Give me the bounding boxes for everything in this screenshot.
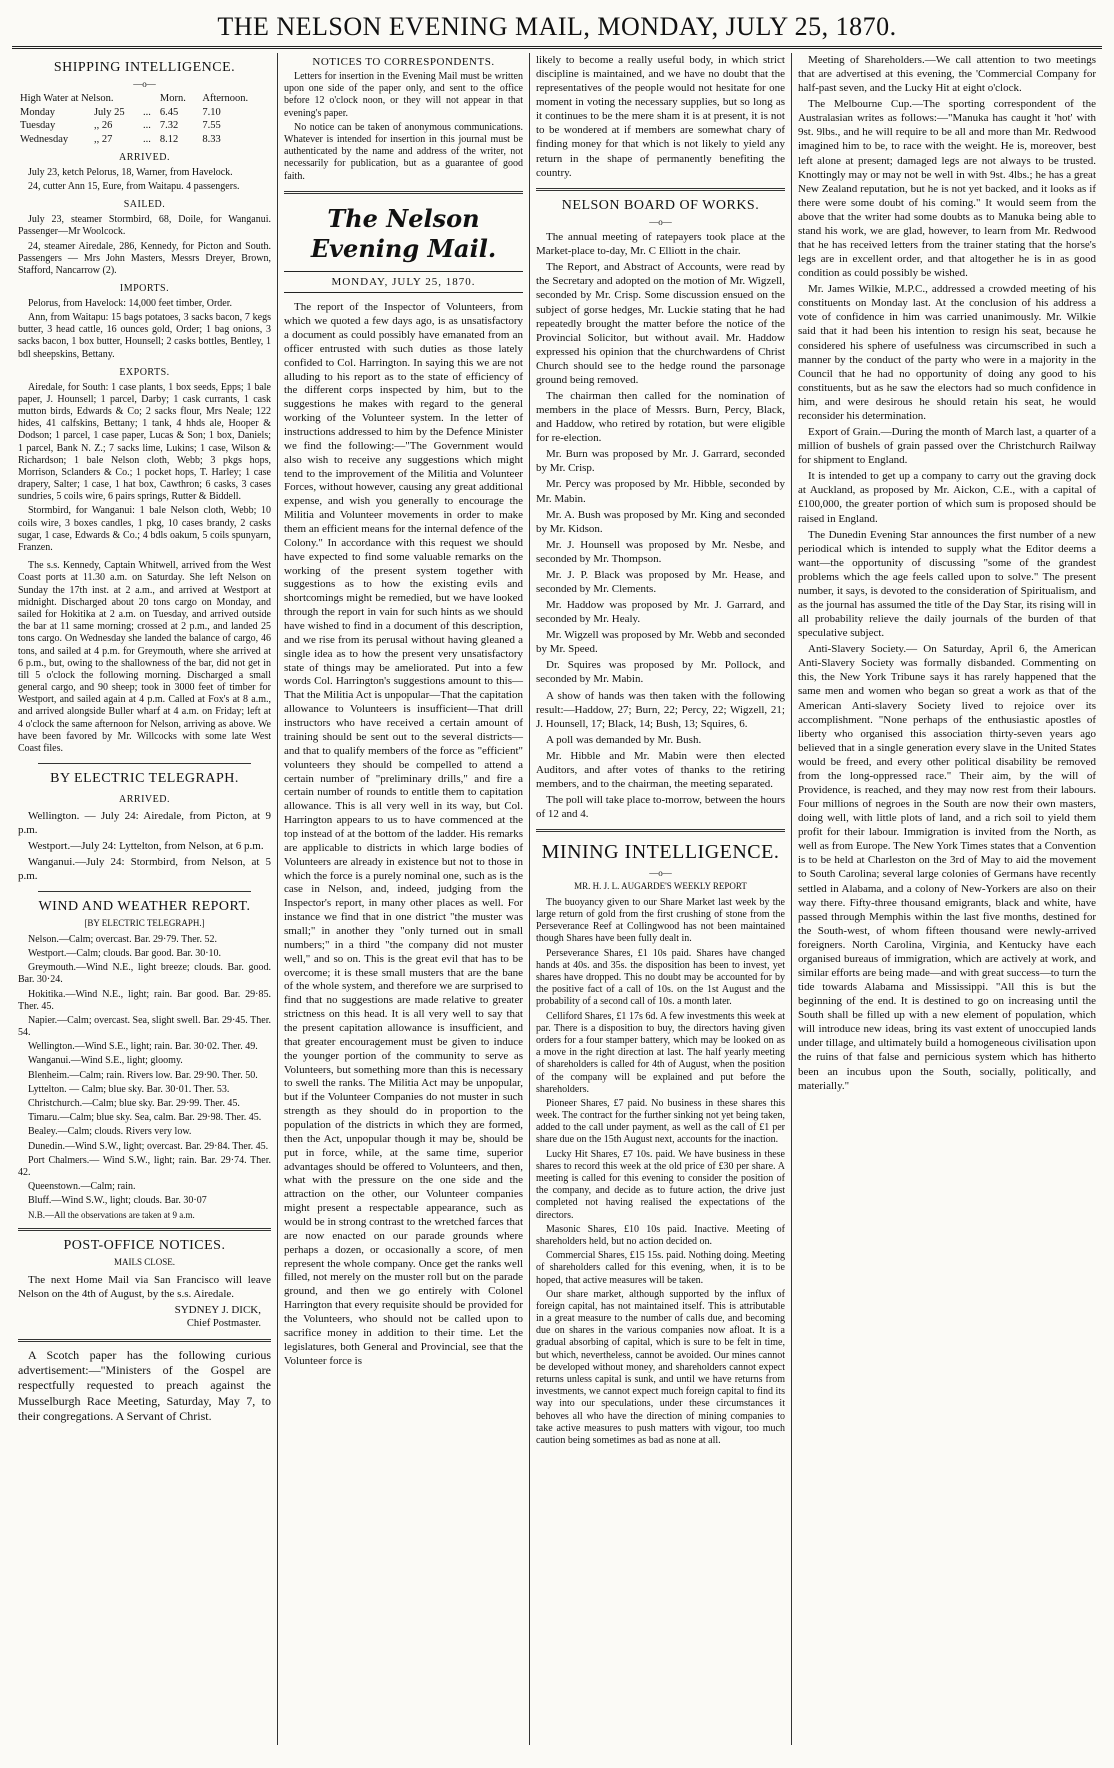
post-sub: MAILS CLOSE. bbox=[113, 1257, 175, 1268]
divider bbox=[38, 891, 251, 892]
mining-sub: MR. H. J. L. AUGARDE'S WEEKLY REPORT bbox=[574, 881, 747, 892]
post-title: POST-OFFICE NOTICES. bbox=[63, 1238, 226, 1254]
post-signature-title: Chief Postmaster. bbox=[186, 1318, 261, 1330]
board-item: Mr. Hibble and Mr. Mabin were then elected Auditors, and after votes of thanks to the retiring members, and to the chairman, the meeting separated. bbox=[536, 749, 785, 791]
dash: —o— bbox=[133, 78, 156, 89]
board-item: Mr. A. Bush was proposed by Mr. King and seconded by Mr. Kidson. bbox=[536, 508, 785, 535]
news-paragraph: Anti-Slavery Society.— On Saturday, April 6, the American Anti-Slavery Society was formally disbanded. Commenting on this, the New York Tribune says it has rarely happened that the same men and women who began so great a work as that of the American Anti-slavery Society lived to rejoice over its accomplishment. "None perhaps of the enthusiastic apostles of liberty who organised this association thirty-seven years ago believed that in a single generation every slave in the United States would be freed, and every other political disability be removed from the long-oppressed race." Their aim, by the will of Providence, is reached, and they may now rest from their labours. Four millions of negroes in the South are now their own masters, doing well, with little plots of land, and a rich soil to yield them profit for their labour. Immigration is invited from the North, as well as from Europe. The New York Times states that a Convention is to be held at Charleston on the 3rd of May to aid the movement to South Carolina; several large colonies of Germans have recently settled in Alabama, and a colony of New-Yorkers are also on their way there. Fifty-three thousand emigrants, black and white, have passed through Memphis within the last five months, destined for the South-west, of whom fifteen thousand were newly-arrived foreigners. North Carolina, Virginia, and Kentucky have each organised bureaus of immigration, which are actively at work, and similar efforts are being made—and with great success—to turn the tide towards Alabama and Mississippi. "All this is but the beginning of the end. It is destined to go on increasing until the South shall be filled up with a new element of population, which will introduce new ideas, bring its vast extent of unoccupied lands under tillage, and ultimately build a homogeneous civilisation upon the ruins of that false and pernicious system which has hitherto been an incubus upon the South, socially, politically, and materially." bbox=[798, 643, 1096, 1092]
telegraph-arrived: ARRIVED. bbox=[119, 794, 170, 806]
tide-row bbox=[18, 119, 271, 132]
board-item: Mr. Percy was proposed by Mr. Hibble, seconded by Mr. Mabin. bbox=[536, 478, 785, 505]
board-item: Mr. J. P. Black was proposed by Mr. Hease, and seconded by Mr. Clements. bbox=[536, 568, 785, 595]
exports-item: Airedale, for South: 1 case plants, 1 box seeds, Epps; 1 bale paper, J. Hounsell; 1 parcel, Darby; 1 cask currants, 1 cask mutton birds, Edwards & Co; 2 sacks flour, Mrs Neale; 122 hides, 41 calfskins, Bettany; 1 tank, 4 hhds ale, Hooper & Dodson; 1 parcel, 1 case paper, Lucas & Son; 1 box, Daniels; 1 parcel, Bank N. Z.; 7 sacks lime, Lukins; 1 case, Wilson & Richardson; 1 bale Nelson cloth, Webb; 3 pkgs hops, Morrison, Sclanders & Co.; 1 pocket hops, T. Harley; 1 case drapery, Salter; 1 case, 1 hat box, Cawthron; 6 casks, 3 cases sundries, 5 coils wire, 6 pairs springs, Rutter & Biddell. bbox=[18, 381, 271, 503]
sailed-item: 24, steamer Airedale, 286, Kennedy, for Picton and South. Passengers — Mrs John Masters, Messrs Dreyer, Brown, Stafford, Nancarrow (2). bbox=[18, 240, 271, 276]
tide-header bbox=[18, 92, 271, 105]
column-3 bbox=[530, 53, 792, 1745]
tide-cell: 7.32 bbox=[159, 120, 179, 132]
board-item: The chairman then called for the nomination of members in the place of Messrs. Burn, Percy, Black, and Haddow, who retired by rotation, but were eligible for re-election. bbox=[536, 389, 785, 445]
tide-cell: July 25 bbox=[93, 106, 125, 118]
weather-item: Christchurch.—Calm; blue sky. Bar. 29·99. Ther. 45. bbox=[28, 1098, 240, 1109]
post-signature: SYDNEY J. DICK, bbox=[174, 1304, 261, 1317]
tide-head-morn: Morn. bbox=[159, 93, 186, 105]
scotch-paragraph: A Scotch paper has the following curious advertisement:—"Ministers of the Gospel are respectfully requested to preach against the Musselburgh Race Meeting, Saturday, May 7, to their congregations. A Servant of Christ. bbox=[18, 1347, 271, 1423]
telegraph-item: Wanganui.—July 24: Stormbird, from Nelson, at 5 p.m. bbox=[18, 856, 271, 883]
column-2 bbox=[278, 53, 530, 1745]
mining-item: Masonic Shares, £10 10s paid. Inactive. Meeting of shareholders held, but no action decided on. bbox=[536, 1223, 785, 1247]
divider bbox=[18, 1339, 271, 1342]
tide-cell: 8.12 bbox=[159, 133, 179, 145]
tide-cell: ... bbox=[143, 120, 151, 132]
mining-item: Commercial Shares, £15 15s. paid. Nothing doing. Meeting of shareholders called for this evening, when, it is to be hoped, that active measures will be taken. bbox=[536, 1250, 785, 1286]
mining-item: Lucky Hit Shares, £7 10s. paid. We have business in these shares to record this week at the old price of £30 per share. A meeting is called for this evening to consider the position of the company, and decide as to future action, the drive just completed not having realised the expectations of the directors. bbox=[536, 1148, 785, 1221]
tide-cell: Tuesday bbox=[20, 120, 56, 132]
imports-item: Pelorus, from Havelock: 14,000 feet timber, Order. bbox=[28, 297, 232, 309]
weather-item: Napier.—Calm; overcast. Sea, slight swell. Bar. 29·45. Ther. 54. bbox=[18, 1014, 271, 1039]
board-item: The annual meeting of ratepayers took place at the Market-place to-day, Mr. C Elliott in the chair. bbox=[536, 231, 785, 258]
weather-item: Westport.—Calm; clouds. Bar good. Bar. 30·10. bbox=[28, 947, 222, 959]
tide-cell: ,, 27 bbox=[93, 133, 113, 145]
tide-cell: 6.45 bbox=[159, 106, 179, 118]
weather-item: Wellington.—Wind S.E., light; rain. Bar. 30·02. Ther. 49. bbox=[28, 1041, 258, 1053]
tide-head-aft: Afternoon. bbox=[202, 93, 249, 105]
shipping-title: SHIPPING INTELLIGENCE. bbox=[53, 60, 236, 75]
tide-cell: Wednesday bbox=[20, 133, 69, 145]
weather-item: Timaru.—Calm; blue sky. Sea, calm. Bar. 29·98. Ther. 45. bbox=[28, 1112, 262, 1124]
arrived-item: 24, cutter Ann 15, Eure, from Waitapu. 4 passengers. bbox=[28, 181, 240, 193]
tide-row bbox=[18, 133, 271, 146]
tide-cell: ... bbox=[143, 106, 151, 118]
board-item: The poll will take place to-morrow, between the hours of 12 and 4. bbox=[536, 794, 785, 821]
divider bbox=[536, 188, 785, 191]
masthead: THE NELSON EVENING MAIL, MONDAY, JULY 25, 1870. bbox=[217, 12, 897, 41]
weather-item: Nelson.—Calm; overcast. Bar. 29·79. Ther. 52. bbox=[28, 933, 217, 945]
tide-row bbox=[18, 106, 271, 119]
news-paragraph: The Dunedin Evening Star announces the first number of a new periodical which is intended to supply what the Editor deems a want—the opportunity of discussing "some of the grandest problems which the age feels called upon to solve." The present number, it says, is devoted to the consideration of Spiritualism, and as the journal has assumed the title of the Day Star, its rising will in all probability relieve the daily journals of the burden of that speculative subject. bbox=[798, 528, 1096, 640]
board-item: The Report, and Abstract of Accounts, were read by the Secretary and adopted on the motion of Mr. Wigzell, seconded by Mr. Crisp. Some discussion ensued on the subject of gorse hedges, Mr. Luckie stating that he had repeatedly brought the matter before the notice of the Provincial Solicitor, but without avail. Mr. Haddow expressed his opinion that the churchwardens of Christ Church should see to the hedge round the parsonage ground being removed. bbox=[536, 261, 785, 386]
divider bbox=[284, 191, 523, 194]
sailed-item: July 23, steamer Stormbird, 68, Doile, for Wanganui. Passenger—Mr Woolcock. bbox=[18, 214, 271, 238]
columns bbox=[12, 53, 1102, 1745]
weather-item: Greymouth.—Wind N.E., light breeze; clouds. Bar. good. Bar. 30·24. bbox=[18, 962, 271, 986]
column-4 bbox=[792, 53, 1102, 1745]
tide-cell: ,, 26 bbox=[93, 120, 113, 132]
tide-table bbox=[18, 92, 271, 146]
kennedy-report: The s.s. Kennedy, Captain Whitwell, arrived from the West Coast ports at 11.30 a.m. on Saturday. She left Nelson on Sunday the 17th inst. at 2 a.m., and arrived at Westport at midnight. Discharged about 20 tons cargo on Monday, and sailed for Hokitika at 2 a.m. on Tuesday, and arrived outside the bar at 11 same morning; crossed at 2 p.m., and landed 25 tons cargo. On Wednesday she landed the balance of cargo, 46 tons, and sailed at 4 p.m. for Greymouth, where she arrived at 6 p.m., but, owing to the shallowness of the bar, did not get in till 5 o'clock the following morning. Discharged a small general cargo, and 90 sheep; took in 3000 feet of timber for Westport, and sailed again at 4 p.m. Called at Fox's at 8 a.m., and arrived alongside Buller wharf at 4 a.m. on Friday; left at 4 o'clock the same afternoon for Nelson, arriving as above. We have been favored by Mr. Willcocks with some late West Coast files. bbox=[18, 560, 271, 755]
imports-item: Ann, from Waitapu: 15 bags potatoes, 3 sacks bacon, 7 kegs butter, 3 head cattle, 16 ounces gold, Order; 1 bag onions, 3 sacks bacon, 1 box butter, Hounsell; 2 casks bottles, Bentley, 1 bdl sheepskins, Bettany. bbox=[18, 312, 271, 360]
leading-article: The report of the Inspector of Volunteers, from which we quoted a few days ago, is as unsatisfactory a document as could possibly have emanated from an officer entrusted with such duties as those lately confided to Col. Harrington. In saying this we are not alluding to his report as to the state of efficiency of the different corps inspected by him, but to the suggestions he makes with regard to the general working of the Volunteer system. In the letter of instructions addressed to him by the Defence Minister we find the following:—"The Government would also wish to receive any suggestions which might tend to the improvement of the Militia and Volunteer Forces, without however, causing any great additional expense, and wish you generally to encourage the Militia and Volunteer movements in order to make them an efficient means for the internal defence of the Colony." In accordance with this request we should have expected to find some valuable remarks on the working of the present system together with suggestions as to how the existing evils and shortcomings might be remedied, but we have looked through the report in vain for such hints as we should have wished to find in a document of this description, and we rise from its perusal without having gleaned a single idea as to how the present very unsatisfactory state of things may be ameliorated. Put into a few words Col. Harrington's suggestions amount to this—That the Militia Act is unpopular—That the capitation allowance to Volunteers is insufficient—That drill instructors who have received a certain amount of training should be sent out to the several districts—and that to qualify members of the force as "efficient" volunteers they should be compelled to attend a certain number of "preliminary drills," and fire a certain number of rounds to entitle them to capitation allowance. This is all very well in its way, but Col. Harrington appears to us to have commenced at the top instead of at the bottom of the ladder. His remarks are applicable to districts in which large bodies of Volunteers are already in existence but not to those in which the force is a purely nominal one, such as is the case in Nelson, and, indeed, judging from the Inspector's report, in many other places as well. For instance we find that in one district "the muster was small;" in another they "only turned out in small numbers;" in a third "the company did not muster well," and so on. This is the great evil that has to be overcome; it is these small musters that are the bane of the whole system, and therefore we are surprised to find that no suggestions are made relative to greater strictness on this head. It is all very well to say that the present capitation allowance is insufficient, and that greater encouragement must be given to induce the younger portion of the community to serve as Volunteers, but something more than this is necessary to swell the ranks. The Militia Act may be unpopular, but if the Volunteer Companies do not muster in such strength as they should do in proportion to the population of the districts in which they are formed, then the Act, unpopular though it may be, should be put in force, while, at the same time, superior advantages should be offered to Volunteers, and then, what with the pressure on the one side and the attraction on the other, our Volunteer companies might present a respectable appearance, such as would be in strong contrast to the wretched farces that are now enacted on our parade grounds where perhaps a dozen, or occasionally a score, of men represent the whole company. Once get the ranks well filled, not merely on the muster roll but on the parade ground, and then we go entirely with Colonel Harrington that every requisite should be provided for the Volunteers, who should not be called upon to sacrifice money in addition to their time. Let the legislatures, both General and Provincial, see that the Volunteer force is bbox=[284, 301, 523, 1367]
notices-title: NOTICES TO CORRESPONDENTS. bbox=[312, 56, 495, 68]
column-1 bbox=[12, 53, 278, 1745]
post-body: The next Home Mail via San Francisco will leave Nelson on the 4th of August, by the s.s. Airedale. bbox=[18, 1273, 271, 1300]
notice-item: No notice can be taken of anonymous communications. Whatever is intended for insertion in this journal must be authenticated by the name and address of the writer, not necessarily for publication, but as a guarantee of good faith. bbox=[284, 121, 523, 182]
tide-head-label: High Water at Nelson. bbox=[20, 93, 114, 105]
weather-item: Wanganui.—Wind S.E., light; gloomy. bbox=[28, 1055, 183, 1067]
board-item: A show of hands was then taken with the following result:—Haddow, 27; Burn, 22; Percy, 22; Wigzell, 21; J. Hounsell, 17; Black, 14; Bush, 13; Squires, 6. bbox=[536, 689, 785, 730]
mining-item: The buoyancy given to our Share Market last week by the large return of gold from the first crushing of stone from the Perseverance Reef at Collingwood has not been maintained though Shares have been fully dealt in. bbox=[536, 896, 785, 945]
arrived-title: ARRIVED. bbox=[119, 152, 170, 164]
article-continued: likely to become a really useful body, in which strict discipline is maintained, and we have no doubt that the representatives of the people would not hesitate for one moment in voting the necessary supplies, but so long as it continues to be the mere sham it is at present, it is not to be wondered at if members are somewhat chary of finding money for that which is not likely to yield any return in the shape of permanently benefiting the country. bbox=[536, 54, 785, 179]
sailed-title: SAILED. bbox=[123, 199, 166, 211]
tide-cell: Monday bbox=[20, 106, 55, 118]
mining-item: Perseverance Shares, £1 10s paid. Shares have changed hands at 40s. and 35s. the disposition has been to invest, yet shares have dropped. This no doubt may be accounted for by the positive fact of a call of 10s. on the 1st August and the probability of a second call of 10s. a month later. bbox=[536, 947, 785, 1008]
news-paragraph: It is intended to get up a company to carry out the graving dock at Auckland, as proposed by Mr. Aickon, C.E., with a capital of £100,000, the greater portion of which sum is proposed should be raised in England. bbox=[798, 470, 1096, 525]
news-paragraph: Meeting of Shareholders.—We call attention to two meetings that are advertised at this evening, the 'Commercial Company for half-past seven, and the Lucky Hit at eight o'clock. bbox=[798, 54, 1096, 95]
telegraph-title: BY ELECTRIC TELEGRAPH. bbox=[50, 771, 239, 787]
telegraph-item: Wellington. — July 24: Airedale, from Picton, at 9 p.m. bbox=[18, 809, 271, 837]
board-title: NELSON BOARD OF WORKS. bbox=[561, 197, 760, 213]
board-item: Dr. Squires was proposed by Mr. Pollock, and seconded by Mr. Mabin. bbox=[536, 659, 785, 686]
dateline: MONDAY, JULY 25, 1870. bbox=[284, 271, 523, 293]
weather-item: Bluff.—Wind S.W., light; clouds. Bar. 30·07 bbox=[28, 1195, 207, 1207]
imports-title: IMPORTS. bbox=[119, 283, 170, 295]
mining-item: Our share market, although supported by the influx of foreign capital, has not maintained itself. This is attributable in a great measure to the number of calls due, and becoming due on shares in the various companies now afloat. It is a gradual absorbing of capital, which is sure to be felt in time, but which, nevertheless, cannot be avoided. Our mines cannot be developed without money, and shareholders cannot expect returns unless capital is sunk, and until we have returns from investments, we cannot expect much foreign capital to find its way into our speculations, under these circumstances it behoves all who have the direction of mining companies to take active measures to push matters with vigour, too much caution being sometimes as bad as none at all. bbox=[536, 1288, 785, 1446]
news-paragraph: Mr. James Wilkie, M.P.C., addressed a crowded meeting of his constituents on Monday last. At the conclusion of his address a vote of confidence in him was carried unanimously. Mr. Wilkie said that it had been his intention to resign his seat, because he considered his sphere of usefulness was circumscribed in such a manner by the conduct of the party who were in a majority in the Council that he had no opportunity of doing any good to his constituents, but as he saw the electors had so much confidence in him, and were desirous he should retain his seat, he would reconsider his determination. bbox=[798, 283, 1096, 422]
dash: —o— bbox=[649, 867, 672, 878]
tide-cell: ... bbox=[143, 133, 151, 145]
exports-item: Stormbird, for Wanganui: 1 bale Nelson cloth, Webb; 10 coils wire, 3 boxes candles, 1 pkg, 10 cases brandy, 2 casks sugar, 1 case, Edwards & Co.; 4 bdls oakum, 5 coils spunyarn, Franzen. bbox=[18, 505, 271, 554]
weather-note: N.B.—All the observations are taken at 9 a.m. bbox=[28, 1209, 195, 1220]
board-item: Mr. Wigzell was proposed by Mr. Webb and seconded by Mr. Speed. bbox=[536, 629, 785, 656]
weather-title: WIND AND WEATHER REPORT. bbox=[38, 899, 251, 915]
weather-item: Hokitika.—Wind N.E., light; rain. Bar good. Bar. 29·85. Ther. 45. bbox=[18, 988, 271, 1012]
weather-item: Port Chalmers.— Wind S.W., light; rain. Bar. 29·74. Ther. 42. bbox=[18, 1154, 271, 1178]
divider bbox=[18, 1228, 271, 1231]
tide-cell: 7.55 bbox=[202, 120, 221, 132]
paper-title: The Nelson Evening Mail. bbox=[310, 203, 497, 264]
masthead-rule bbox=[12, 46, 1102, 49]
board-item: Mr. Haddow was proposed by Mr. J. Garrard, and seconded by Mr. Healy. bbox=[536, 599, 785, 626]
dash: —o— bbox=[649, 216, 672, 227]
weather-item: Queenstown.—Calm; rain. bbox=[28, 1181, 136, 1193]
tide-cell: 7.10 bbox=[202, 106, 221, 118]
board-item: Mr. J. Hounsell was proposed by Mr. Nesbe, and seconded by Mr. Thompson. bbox=[536, 538, 785, 565]
news-paragraph: Export of Grain.—During the month of March last, a quarter of a million of bushels of grain passed over the Christchurch Railway for shipment to England. bbox=[798, 426, 1096, 467]
divider bbox=[536, 829, 785, 832]
newspaper-page bbox=[12, 8, 1102, 1748]
weather-item: Bealey.—Calm; clouds. Rivers very low. bbox=[28, 1126, 192, 1138]
mining-item: Celliford Shares, £1 17s 6d. A few investments this week at par. There is a disposition to buy, the directors having given orders for a four stamper battery, which may be looked on as a move in the right direction at last. The half yearly meeting of shareholders is called for 4th of August, when the position of the company will be explained and put before the shareholders. bbox=[536, 1010, 785, 1095]
board-item: Mr. Burn was proposed by Mr. J. Garrard, seconded by Mr. Crisp. bbox=[536, 448, 785, 475]
board-item: A poll was demanded by Mr. Bush. bbox=[546, 733, 702, 746]
telegraph-item: Westport.—July 24: Lyttelton, from Nelson, at 6 p.m. bbox=[28, 840, 264, 853]
tide-cell: 8.33 bbox=[202, 133, 221, 145]
weather-item: Lyttelton. — Calm; blue sky. Bar. 30·01. Ther. 53. bbox=[28, 1083, 230, 1095]
notice-item: Letters for insertion in the Evening Mail must be written upon one side of the paper only, and sent to the office before 12 o'clock noon, or they will not appear in that evening's paper. bbox=[284, 71, 523, 119]
arrived-item: July 23, ketch Pelorus, 18, Warner, from Havelock. bbox=[28, 166, 233, 178]
weather-item: Dunedin.—Wind S.W., light; overcast. Bar. 29·84. Ther. 45. bbox=[28, 1140, 269, 1152]
mining-title: MINING INTELLIGENCE. bbox=[541, 841, 780, 864]
divider bbox=[38, 763, 251, 764]
exports-title: EXPORTS. bbox=[119, 366, 170, 378]
news-paragraph: The Melbourne Cup.—The sporting correspondent of the Australasian writes as follows:—"Manuka has caught it 'hot' with 9st. 9lbs., and he will require to be all and more than Mr. Redwood imagined him to be, to race with the weight. He is, moreover, best left alone at present; damaged legs are not always to be trusted. Knottingly may or may not be well in with 9st. 4lbs.; he has a great New Zealand reputation, but he is not yet backed, and it looks as if there were some doubt of his coming." It would seem from the above that the writer had some doubts as to Manuka being able to stand his work, we are glad, however, to learn from Mr. Redwood that he has received letters from the trainer stating that the horse's legs are in excellent order, and that altogether he is in as good condition as could possibly be wished. bbox=[798, 98, 1096, 280]
weather-item: Blenheim.—Calm; rain. Rivers low. Bar. 29·90. Ther. 50. bbox=[28, 1069, 258, 1081]
mining-item: Pioneer Shares, £7 paid. No business in these shares this week. The contract for the further sinking not yet being taken, added to the call under payment, as well as the call of £1 per share due on the 15th August next, accounts for the inaction. bbox=[536, 1097, 785, 1146]
weather-sub: [BY ELECTRIC TELEGRAPH.] bbox=[84, 918, 205, 929]
